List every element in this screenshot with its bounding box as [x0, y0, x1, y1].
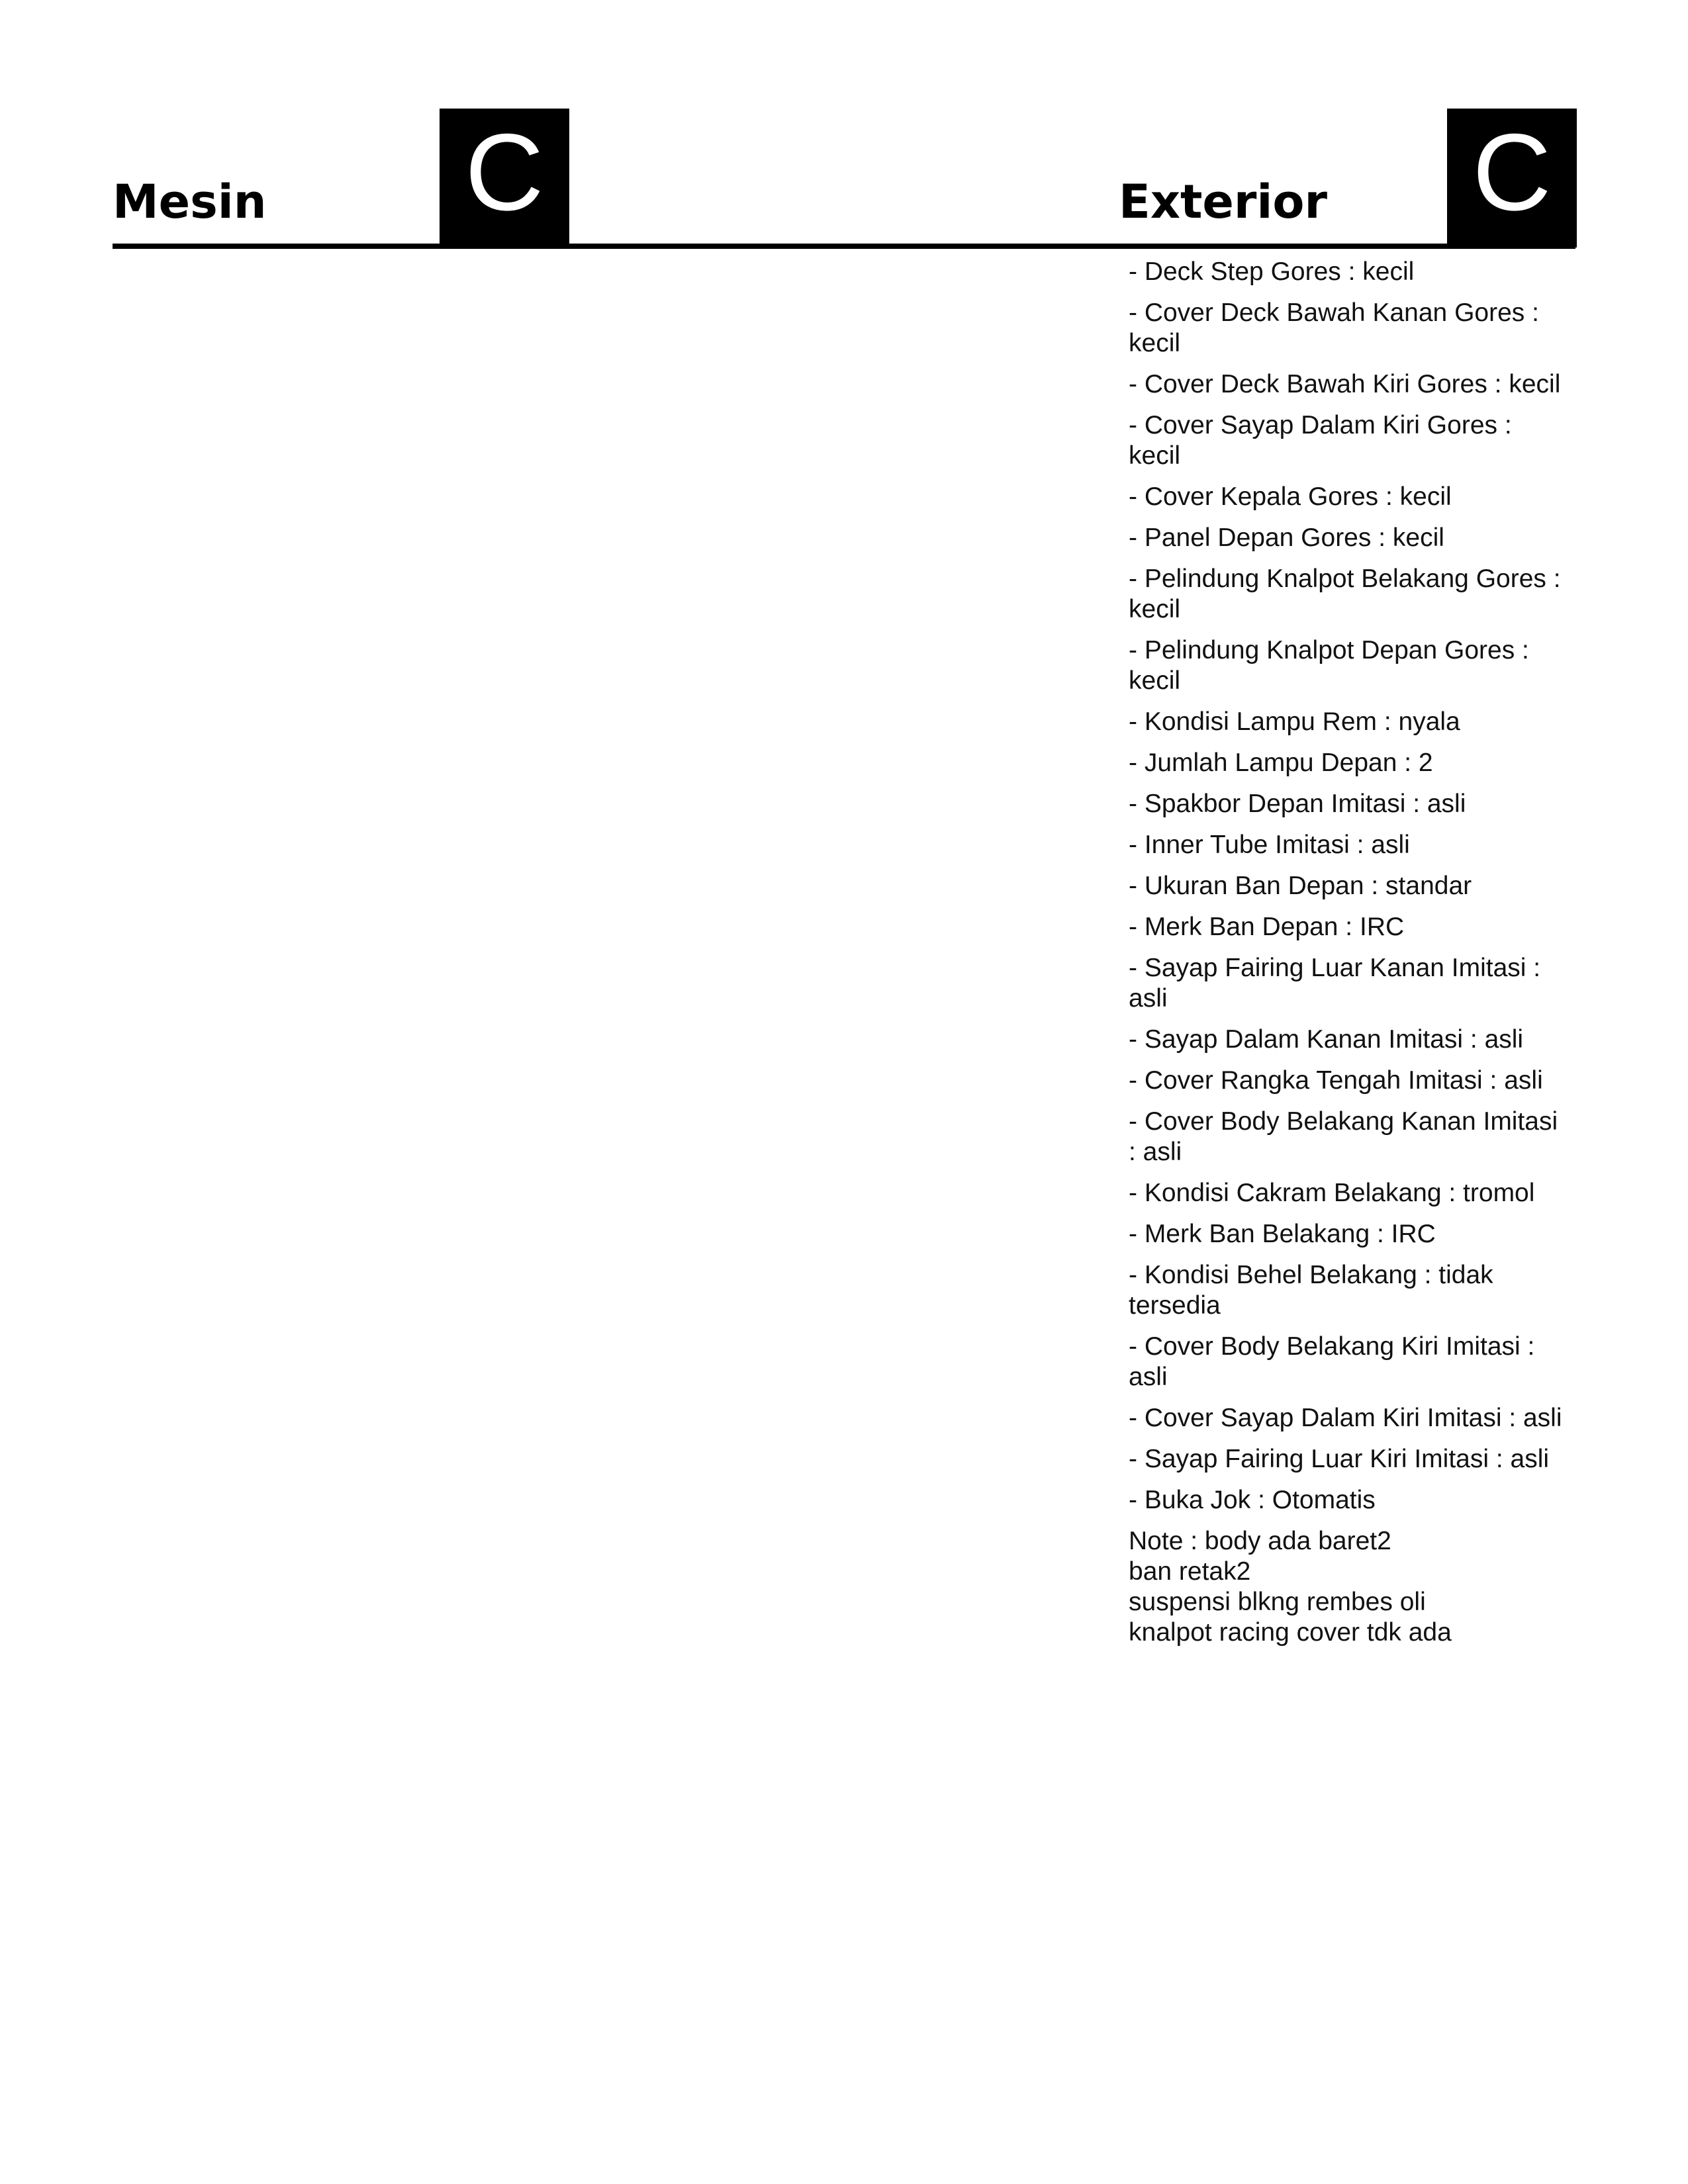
- note-line: suspensi blkng rembes oli: [1129, 1588, 1426, 1616]
- list-item: - Spakbor Depan Imitasi : asli: [1129, 790, 1466, 818]
- mesin-grade-badge: [440, 109, 569, 248]
- exterior-grade-letter: C: [1472, 111, 1552, 233]
- list-item: - Inner Tube Imitasi : asli: [1129, 831, 1410, 859]
- list-item: - Kondisi Behel Belakang : tidak tersedia: [1129, 1261, 1493, 1320]
- exterior-item-list: [1129, 257, 1569, 1659]
- list-item: - Jumlah Lampu Depan : 2: [1129, 749, 1433, 777]
- list-item: - Panel Depan Gores : kecil: [1129, 523, 1444, 552]
- list-item: - Sayap Fairing Luar Kanan Imitasi : asli: [1129, 954, 1541, 1013]
- list-item: - Ukuran Ban Depan : standar: [1129, 872, 1472, 900]
- header-divider: [113, 244, 1575, 249]
- list-item: - Cover Body Belakang Kanan Imitasi : asli: [1129, 1107, 1558, 1166]
- list-item: - Cover Sayap Dalam Kiri Gores : kecil: [1129, 411, 1512, 470]
- exterior-section-title: Exterior: [1119, 175, 1328, 229]
- list-item: - Kondisi Cakram Belakang : tromol: [1129, 1179, 1535, 1207]
- list-item: - Cover Body Belakang Kiri Imitasi : asli: [1129, 1332, 1535, 1391]
- list-item: - Merk Ban Depan : IRC: [1129, 913, 1405, 941]
- list-item: - Pelindung Knalpot Belakang Gores : kecil: [1129, 565, 1561, 623]
- list-item: - Pelindung Knalpot Depan Gores : kecil: [1129, 636, 1529, 695]
- list-item: - Cover Sayap Dalam Kiri Imitasi : asli: [1129, 1404, 1562, 1432]
- list-item: - Cover Kepala Gores : kecil: [1129, 482, 1452, 511]
- list-item: - Sayap Fairing Luar Kiri Imitasi : asli: [1129, 1445, 1550, 1473]
- mesin-section-title: Mesin: [113, 175, 267, 229]
- mesin-grade-letter: C: [465, 111, 544, 233]
- note-line: Note : body ada baret2: [1129, 1527, 1391, 1555]
- list-item: - Cover Deck Bawah Kanan Gores : kecil: [1129, 298, 1539, 357]
- exterior-grade-badge: [1447, 109, 1577, 248]
- note-line: ban retak2: [1129, 1557, 1251, 1586]
- list-item: - Cover Rangka Tengah Imitasi : asli: [1129, 1066, 1543, 1095]
- exterior-note: [1129, 1526, 1569, 1648]
- list-item: - Sayap Dalam Kanan Imitasi : asli: [1129, 1025, 1524, 1054]
- note-line: knalpot racing cover tdk ada: [1129, 1618, 1452, 1647]
- list-item: - Deck Step Gores : kecil: [1129, 257, 1415, 286]
- list-item: - Merk Ban Belakang : IRC: [1129, 1220, 1436, 1248]
- list-item: - Kondisi Lampu Rem : nyala: [1129, 707, 1460, 736]
- list-item: - Cover Deck Bawah Kiri Gores : kecil: [1129, 370, 1561, 398]
- list-item: - Buka Jok : Otomatis: [1129, 1486, 1376, 1514]
